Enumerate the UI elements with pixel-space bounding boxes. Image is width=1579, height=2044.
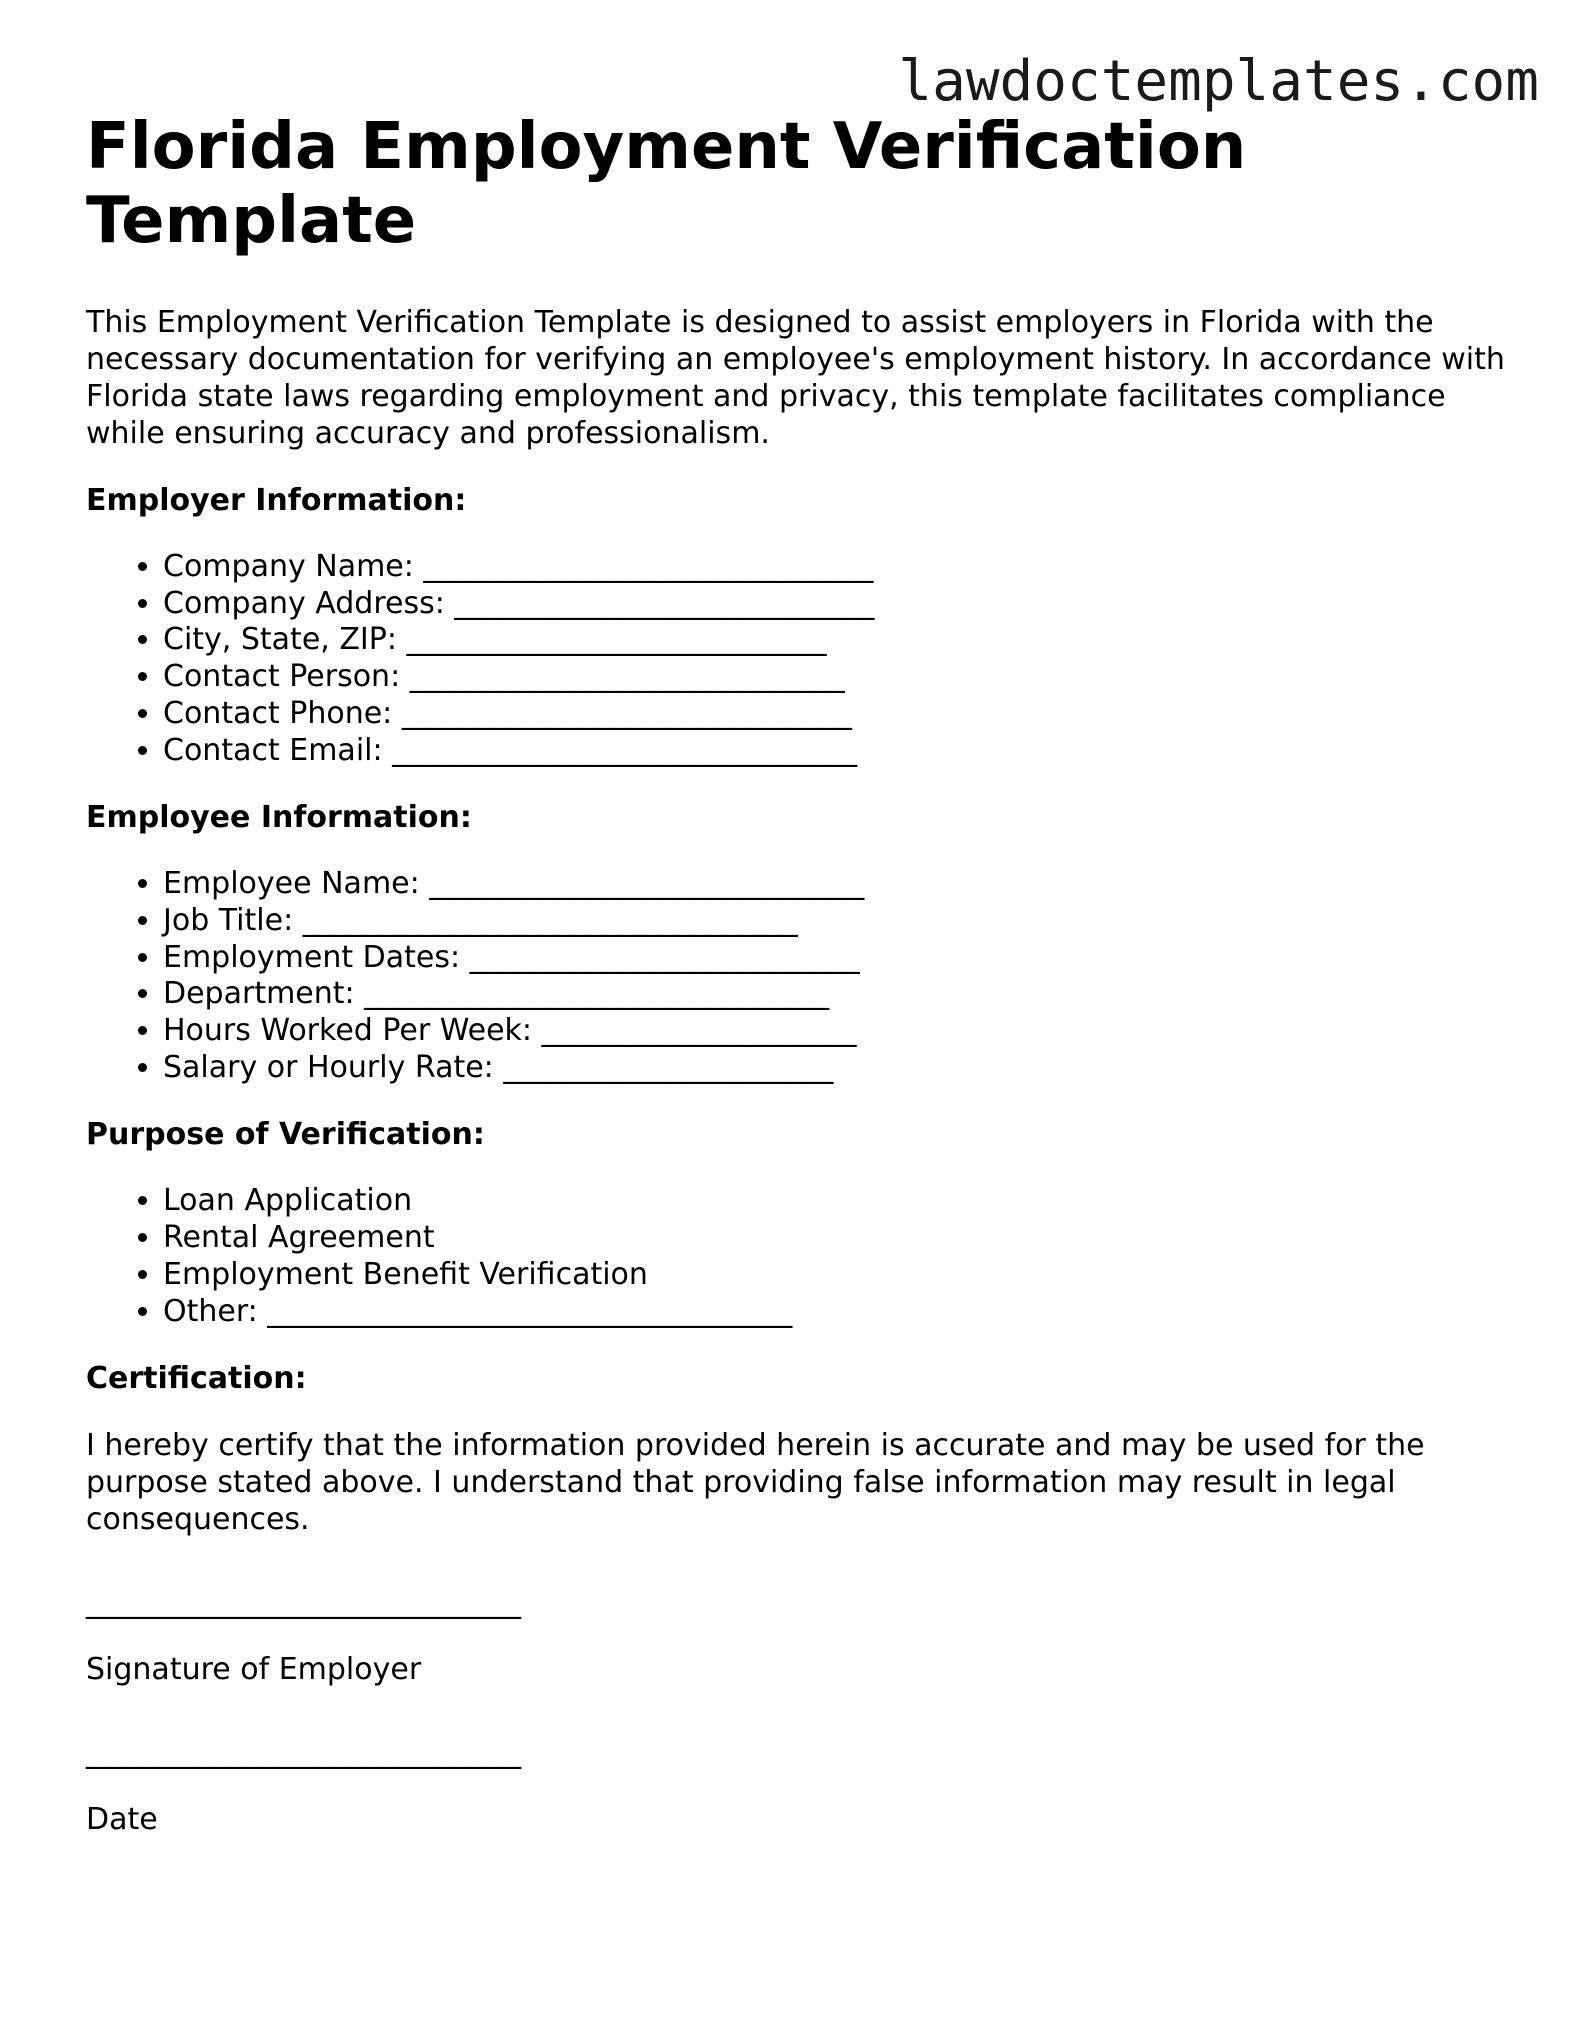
employer-section-heading: Employer Information:	[86, 483, 467, 518]
employee-field-hours-per-week: • Hours Worked Per Week: _____________________	[163, 1013, 1506, 1050]
purpose-option-list	[86, 1183, 1506, 1330]
signature-label: Signature of Employer	[86, 1652, 422, 1688]
document-title: Florida Employment Verification Template	[86, 110, 1247, 258]
employer-field-list	[86, 549, 1506, 769]
document-page	[86, 110, 1506, 1838]
date-label: Date	[86, 1802, 158, 1838]
site-watermark: lawdoctemplates.com	[898, 49, 1539, 114]
purpose-option-benefit: • Employment Benefit Verification	[163, 1257, 1506, 1294]
employee-field-department: • Department: _______________________________	[163, 976, 1506, 1013]
employee-field-employment-dates: • Employment Dates: __________________________	[163, 940, 1506, 977]
employer-field-company-address: • Company Address: ____________________________	[163, 586, 1506, 623]
certification-section-heading: Certification:	[86, 1361, 307, 1397]
purpose-option-other: • Other: ___________________________________	[163, 1294, 1506, 1331]
intro-paragraph: This Employment Verification Template is designed to assist employers in Florida with the necessary documentation for verifying an employee's employment history. In accordance with Florida state laws regarding employment and privacy, this template facilitates compliance while ensuring accuracy and professionalism.	[86, 305, 1505, 451]
employee-field-job-title: • Job Title: _________________________________	[163, 903, 1506, 940]
employer-field-contact-email: • Contact Email: _______________________________	[163, 733, 1506, 770]
employee-field-name: • Employee Name: _____________________________	[163, 866, 1506, 903]
employee-field-list	[86, 866, 1506, 1086]
purpose-option-loan: • Loan Application	[163, 1183, 1506, 1220]
purpose-option-rental: • Rental Agreement	[163, 1220, 1506, 1257]
employer-field-contact-person: • Contact Person: _____________________________	[163, 659, 1506, 696]
employee-section-heading: Employee Information:	[86, 800, 472, 836]
employer-field-city-state-zip: • City, State, ZIP: ____________________________	[163, 622, 1506, 659]
certification-statement: I hereby certify that the information provided herein is accurate and may be used for the purpose stated above. I understand that providing false information may result in legal consequences.	[86, 1428, 1425, 1538]
date-line: _____________________________	[86, 1735, 521, 1771]
employer-field-contact-phone: • Contact Phone: ______________________________	[163, 696, 1506, 733]
signature-line: _____________________________	[86, 1585, 521, 1621]
employee-field-salary-rate: • Salary or Hourly Rate: ______________________	[163, 1050, 1506, 1087]
purpose-section-heading: Purpose of Verification:	[86, 1117, 485, 1153]
employer-field-company-name: • Company Name: ______________________________	[163, 549, 1506, 586]
